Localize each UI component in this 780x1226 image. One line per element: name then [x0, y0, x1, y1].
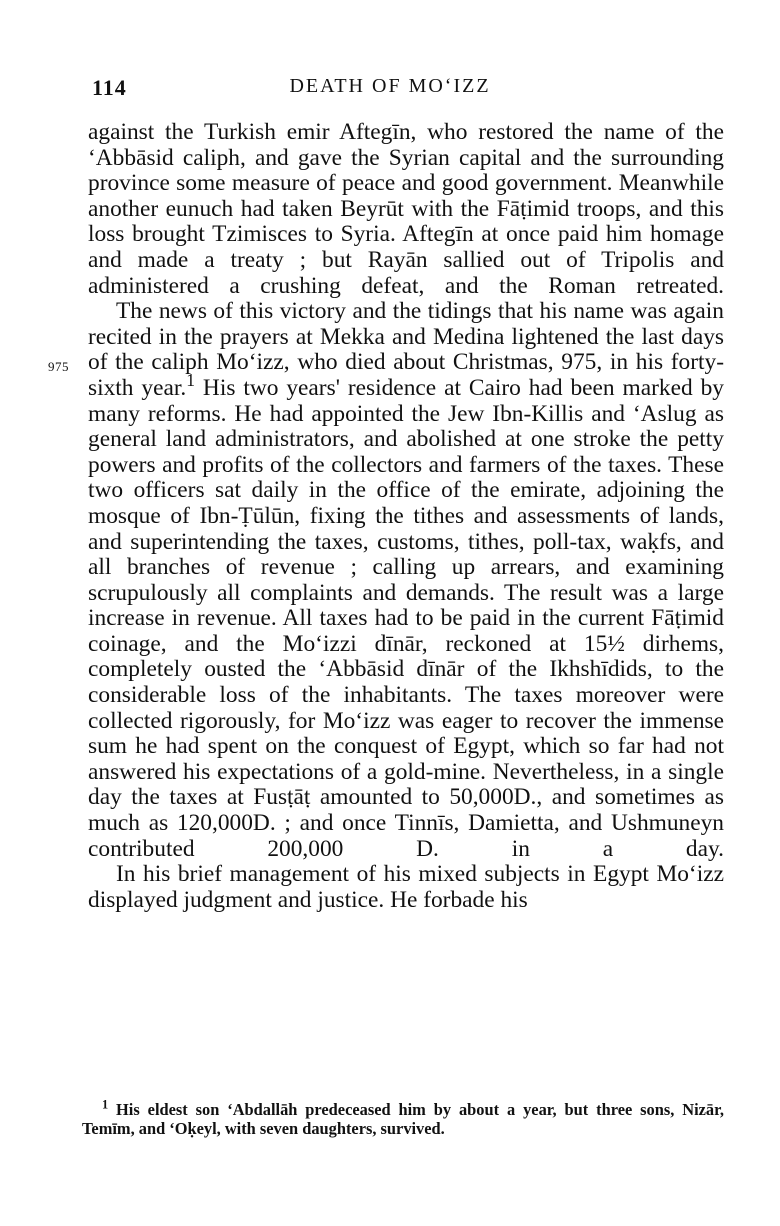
- footnote-mark: 1: [102, 1097, 109, 1112]
- paragraph-1: against the Turkish emir Aftegīn, who restored the name of the ‘Abbāsid caliph, and gave the Syrian capital and the surrounding province some measure of peace and good government. Meanwhile another eunuch had taken Beyrūt with the Fāṭimid troops, and this loss brought Tzimisces to Syria. Aftegīn at once paid him homage and made a treaty ; but Rayān sallied out of Tripolis and administered a crushing defeat, and the Roman retreated.: [88, 119, 724, 299]
- paragraph-2-part-b: His two years' residence at Cairo had been marked by many reforms. He had appointed the Jew Ibn-Killis and ‘Aslug as general land administrators, and abolished at one stroke the petty powers and profits of the collectors and farmers of the taxes. These two officers sat daily in the office of the emirate, adjoining the mosque of Ibn-Ṭūlūn, fixing the tithes and assessments of lands, and superintending the taxes, customs, tithes, poll-tax, waḳfs, and all branches of revenue ; calling up arrears, and examining scrupulously all complaints and demands. The result was a large increase in revenue. All taxes had to be paid in the current Fāṭimid coinage, and the Mo‘izzi dīnār, reckoned at 15½ dirhems, completely ousted the ‘Abbāsid dīnār of the Ikhshīdids, to the considerable loss of the inhabitants. The taxes moreover were collected rigorously, for Mo‘izz was eager to recover the immense sum he had spent on the conquest of Egypt, which so far had not answered his expectations of a gold-mine. Nevertheless, in a single day the taxes at Fusṭāṭ amounted to 50,000D., and sometimes as much as 120,000D. ; and once Tinnīs, Damietta, and Ushmuneyn contributed 200,000 D. in a day.: [88, 374, 724, 862]
- footnote: [82, 1097, 724, 1138]
- paragraph-2-part-a: The news of this victory and the tidings that his name was again recited in the prayers at Mekka and Medina lightened the last days of the caliph Mo‘izz, who died about Christmas, 975, in his forty-sixth year.: [88, 298, 724, 401]
- paragraph-2: [88, 299, 724, 862]
- footnote-text: His eldest son ‘Abdallāh predeceased him by about a year, but three sons, Nizār, Temīm, and ‘Oḳeyl, with seven daughters, survived.: [82, 1100, 724, 1138]
- body-text: [88, 120, 724, 913]
- footnote-paragraph: [82, 1097, 724, 1138]
- page-number: 114: [92, 75, 127, 100]
- footnote-reference: 1: [186, 370, 195, 391]
- margin-year-note: 975: [48, 359, 69, 374]
- running-head: DEATH OF MO‘IZZ: [289, 75, 491, 97]
- paragraph-3: In his brief management of his mixed subjects in Egypt Mo‘izz displayed judgment and justice. He forbade his: [88, 861, 724, 913]
